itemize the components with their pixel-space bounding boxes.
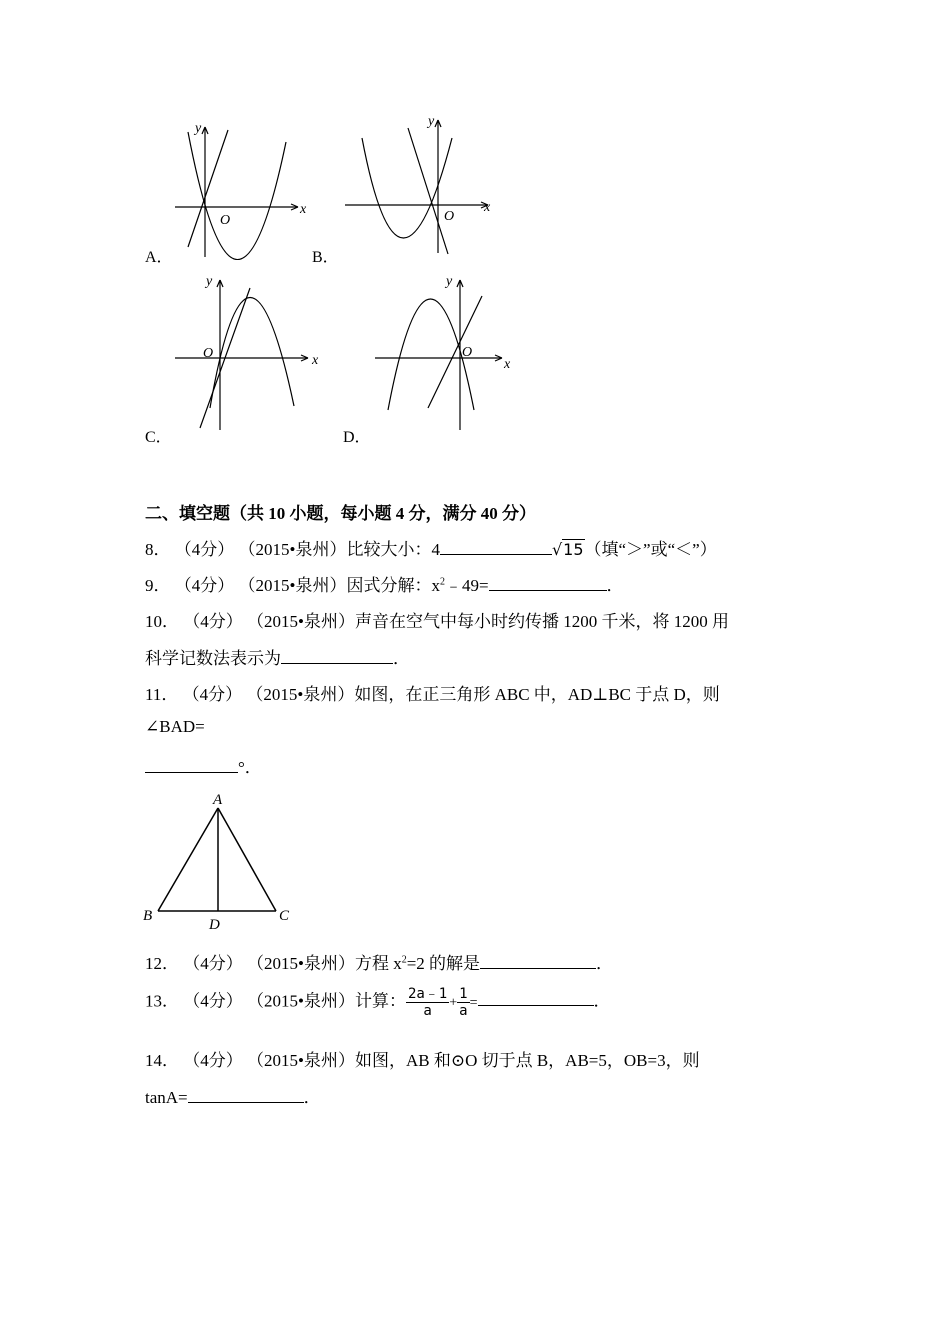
option-d-graph [370,268,530,434]
vertex-a-label: A [213,792,223,808]
fraction-numerator: 1 [459,986,468,1002]
x-axis-label: x [300,202,307,217]
question-text: 如图，在正三角形 ABC 中，AD⊥BC 于点 D，则 [354,685,720,704]
radicand: 15 [563,540,584,559]
y-axis-label: y [195,121,202,136]
plus-sign: + [449,995,458,1011]
answer-blank[interactable] [480,953,596,969]
question-text-tail: （填“＞”或“＜”） [584,540,717,559]
question-text-b: ∠BAD= [145,717,205,736]
x-axis-label: x [504,357,511,372]
question-11-answer [145,753,262,778]
answer-blank[interactable] [188,1087,304,1103]
question-source: （2015•泉州） [238,540,347,559]
question-9 [145,571,624,596]
question-tail: ． [596,954,614,973]
question-source: （2015•泉州） [238,576,347,595]
question-14 [145,1046,700,1071]
question-score: （4分） [183,991,243,1011]
question-text-b: tanA= [145,1088,188,1107]
question-score: （4分） [182,685,243,704]
option-c-graph [170,268,330,434]
x-axis-label: x [312,353,319,368]
exponent: 2 [439,576,445,588]
question-source: （2015•泉州） [247,954,355,973]
question-source: （2015•泉州） [247,612,355,631]
question-text-b: 科学记数法表示为 [145,649,281,668]
question-tail: ． [606,576,624,595]
question-source: （2015•泉州） [247,1051,355,1070]
question-text: 声音在空气中每小时约传播 1200 千米，将 1200 用 [354,612,729,631]
option-b-graph [340,108,500,256]
origin-label: O [203,346,214,361]
question-score: （4分） [183,1051,243,1070]
sqrt-expression: √15 [551,540,584,559]
question-number: 8． [145,540,171,559]
vertex-c-label: C [279,908,290,924]
fraction-numerator: 2a﹣1 [407,986,448,1002]
option-a-label: A． [145,249,173,266]
question-text: 因式分解：x [346,576,440,595]
question-text: 方程 x [354,954,402,973]
triangle-figure [140,790,300,930]
side-ac [218,808,276,911]
question-10-cont [145,644,410,669]
question-tail: ． [303,1088,321,1107]
origin-label: O [462,345,473,360]
question-number: 9． [145,576,171,595]
section-heading: 二、填空题（共 10 小题，每小题 4 分，满分 40 分） [145,504,536,523]
point-d-label: D [209,917,220,930]
y-axis-label: y [206,274,213,289]
question-source: （2015•泉州） [247,991,355,1011]
fraction-denominator: a [459,1003,468,1019]
y-axis-label: y [428,114,435,129]
answer-blank[interactable] [281,648,393,664]
question-score: （4分） [183,954,243,973]
question-number: 10． [145,612,179,631]
fraction-2 [457,986,469,1019]
option-c-label: C． [145,429,172,446]
side-ab [158,808,218,911]
question-13 [145,986,611,1019]
equals-sign: = [469,995,478,1011]
answer-blank[interactable] [440,539,552,555]
option-a-graph [170,112,310,260]
question-text: 如图，AB 和⊙O 切于点 B，AB=5，OB=3，则 [354,1051,700,1070]
vertex-b-label: B [143,908,153,924]
question-text-b: =2 的解是 [406,954,481,973]
question-tail: ． [393,649,410,668]
question-tail: ． [593,991,611,1011]
x-axis-label: x [484,200,491,215]
origin-label: O [220,213,231,228]
origin-label: O [444,209,455,224]
question-tail: °． [238,758,262,777]
question-score: （4分） [183,612,243,631]
question-text-b: ﹣49= [444,576,489,595]
fraction-denominator: a [423,1003,432,1019]
question-score: （4分） [174,540,235,559]
question-source: （2015•泉州） [246,685,355,704]
answer-blank[interactable] [489,575,607,591]
question-11 [145,680,720,705]
question-number: 13． [145,991,179,1011]
question-8 [145,535,717,560]
answer-blank[interactable] [478,990,594,1006]
fraction-1 [406,986,449,1019]
option-b-label: B． [312,249,339,266]
option-d-label: D． [343,429,371,446]
question-number: 14． [145,1051,179,1070]
question-score: （4分） [174,576,235,595]
question-text: 比较大小：4 [346,540,440,559]
question-14-cont [145,1083,321,1108]
exponent: 2 [401,954,407,966]
question-12 [145,949,613,974]
answer-blank[interactable] [145,757,238,773]
question-10 [145,607,729,632]
question-11-cont [145,717,205,737]
question-number: 11． [145,685,179,704]
question-text: 计算： [354,991,406,1011]
y-axis-label: y [446,274,453,289]
question-number: 12． [145,954,179,973]
